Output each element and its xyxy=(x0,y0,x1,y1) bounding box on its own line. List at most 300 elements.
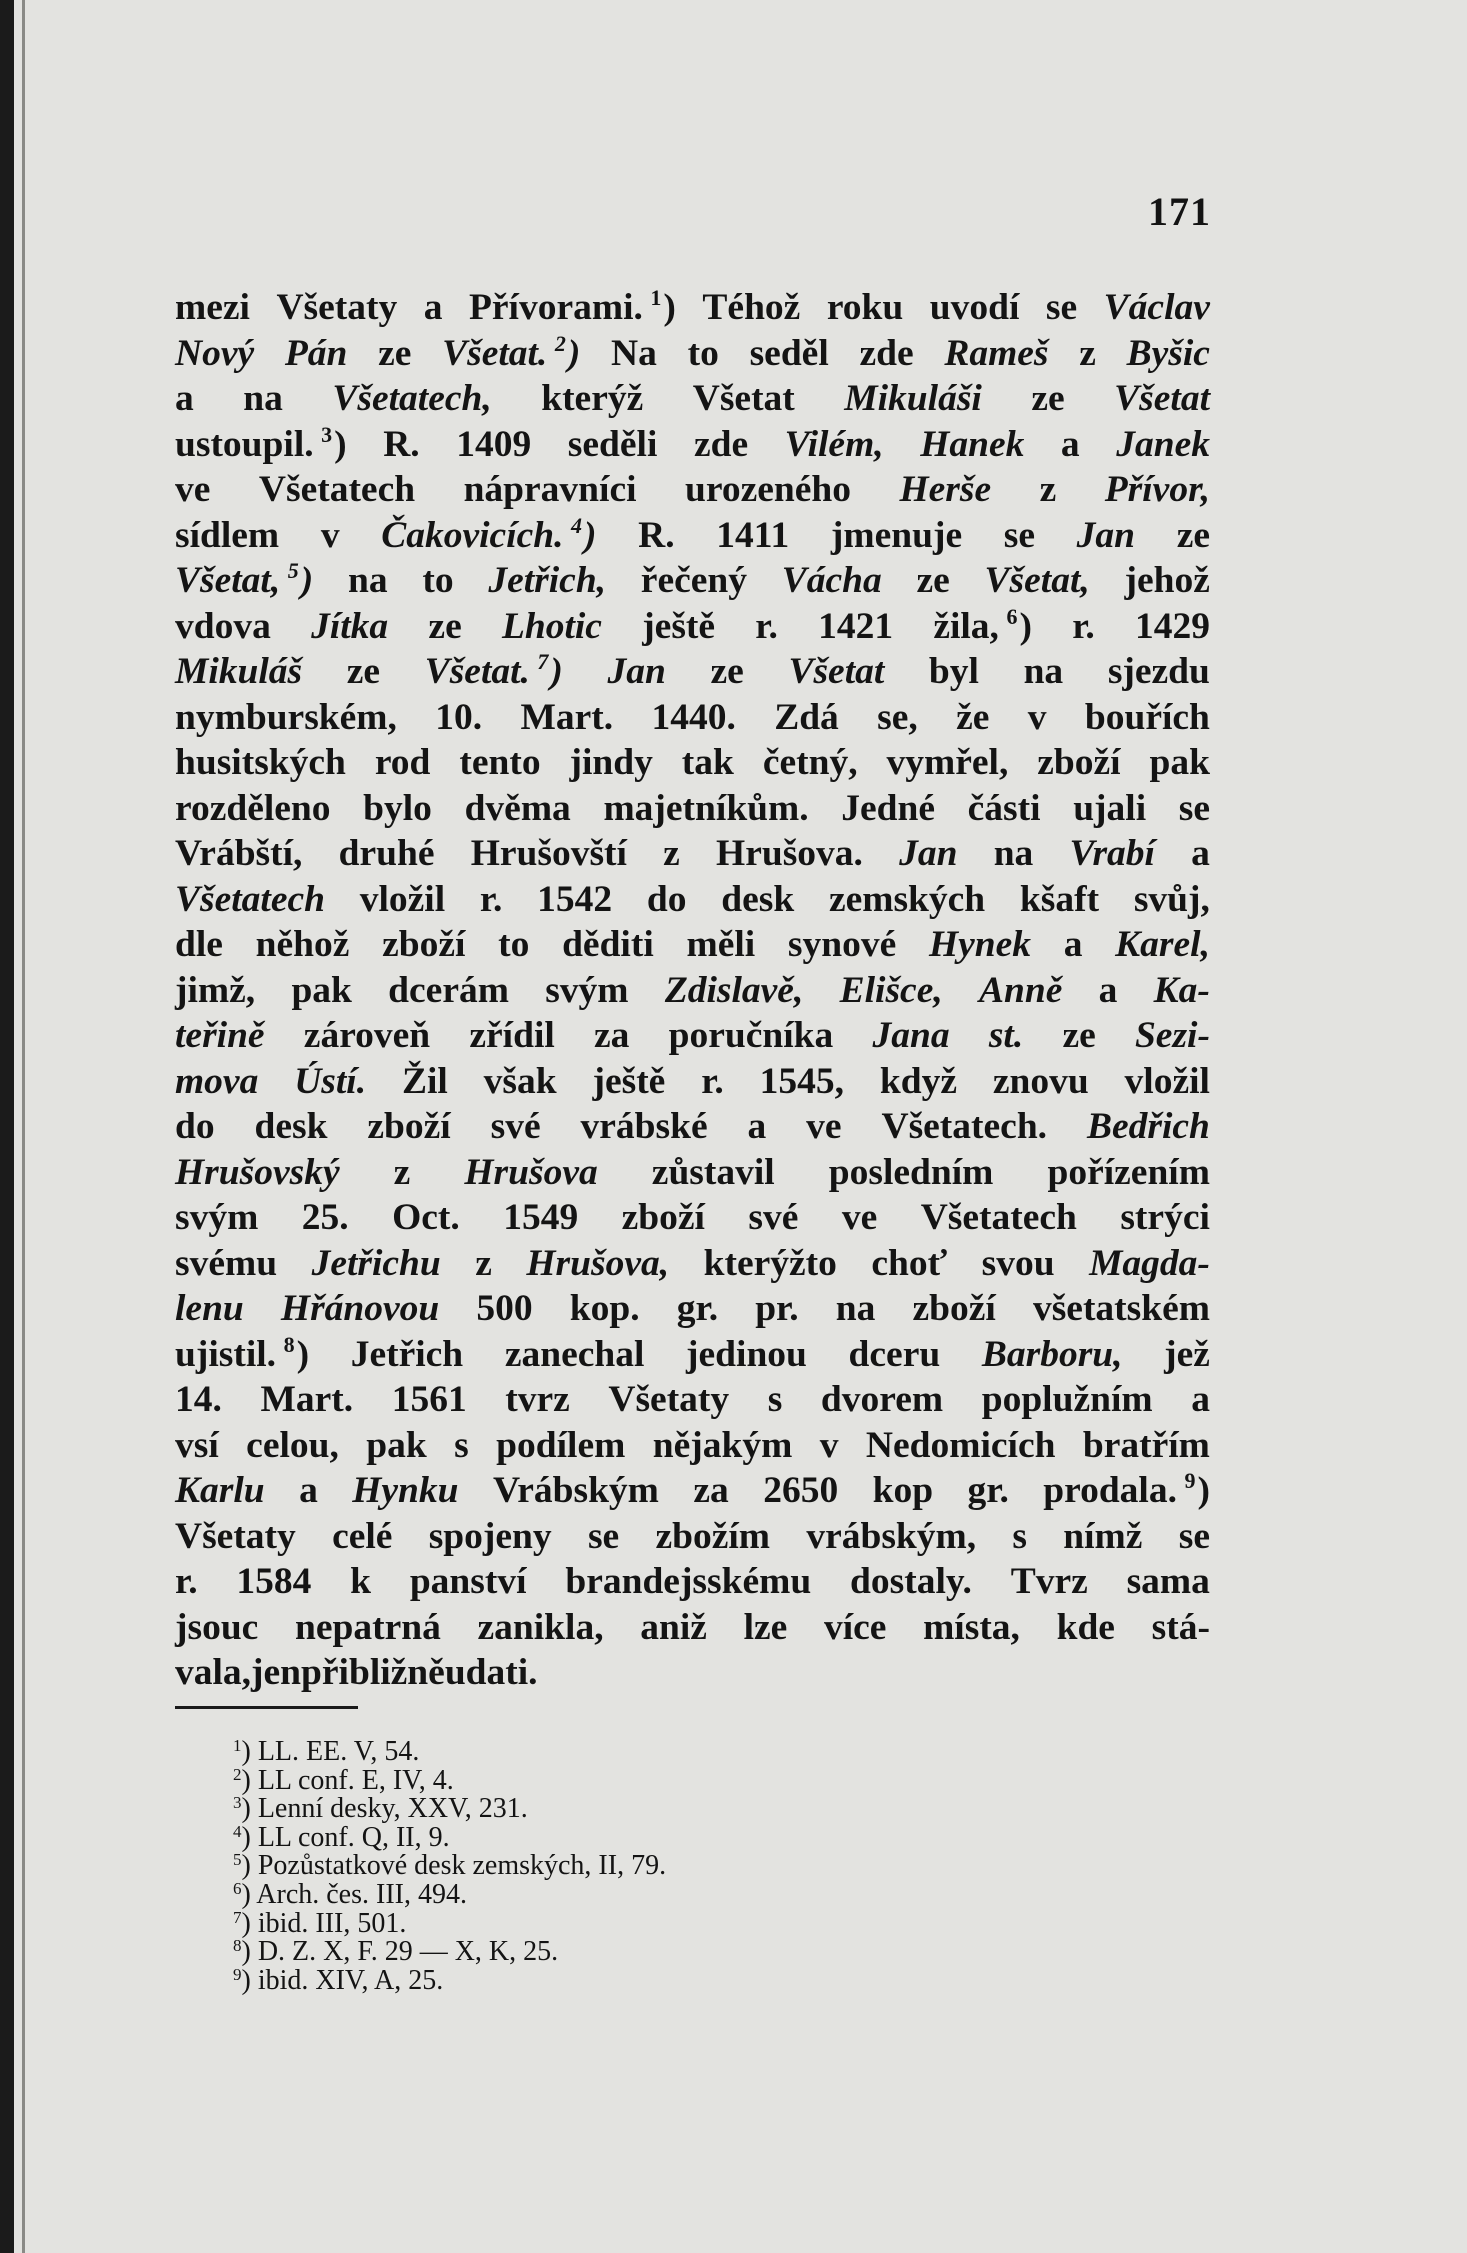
word-text: se xyxy=(1003,514,1036,556)
word xyxy=(1085,695,1210,741)
word-text: zanechal xyxy=(504,1333,645,1375)
word xyxy=(923,1605,1020,1651)
word xyxy=(1077,513,1135,559)
word-text: pak xyxy=(291,969,352,1011)
word-text: Vrábští, xyxy=(175,833,303,874)
word xyxy=(491,1104,541,1150)
word xyxy=(1152,1605,1210,1651)
word-text: strýci xyxy=(1120,1197,1210,1238)
word xyxy=(295,1605,441,1651)
word xyxy=(887,740,1009,786)
word xyxy=(836,1286,876,1332)
word-text: Pán xyxy=(284,332,348,374)
word xyxy=(1134,877,1210,923)
word-text: lze xyxy=(743,1606,788,1648)
word xyxy=(352,1468,458,1514)
word-text: Byšic xyxy=(1126,332,1210,374)
word xyxy=(917,558,950,604)
text-line xyxy=(175,558,1210,604)
word xyxy=(1079,331,1096,377)
word-text: ze xyxy=(378,332,412,374)
word xyxy=(256,922,350,968)
word xyxy=(716,831,863,877)
word xyxy=(175,968,255,1014)
word-text: Jetřich xyxy=(350,1333,464,1375)
word-text: roku xyxy=(826,287,904,328)
word xyxy=(291,968,351,1014)
word xyxy=(1164,1332,1210,1378)
text-line xyxy=(175,695,1210,741)
footnote-ref: 4 xyxy=(571,512,583,538)
word-text: Všetatech, xyxy=(332,378,492,419)
word-text: s xyxy=(454,1424,469,1466)
word xyxy=(956,695,989,741)
word-text: jsouc xyxy=(175,1606,259,1648)
word-text: Jan xyxy=(1076,514,1136,556)
footnote-paren: ) xyxy=(300,560,314,601)
word xyxy=(1057,1605,1115,1651)
word-text: zároveň xyxy=(303,1015,431,1056)
word xyxy=(402,1059,448,1105)
word-text: r. xyxy=(701,1060,724,1102)
word-text: 1549 xyxy=(503,1197,579,1238)
word-text: ze xyxy=(1062,1015,1096,1056)
word-text: a xyxy=(1098,969,1118,1011)
word-text: zboží xyxy=(621,1197,705,1238)
word-text: 1561 xyxy=(391,1379,467,1420)
word-text: desk xyxy=(721,878,795,920)
word-text: sídlem xyxy=(175,514,280,556)
word-text: ze xyxy=(428,605,462,647)
text-line xyxy=(175,786,1210,832)
word xyxy=(1115,922,1210,968)
word-text: ze xyxy=(1176,514,1210,556)
word-text: tak xyxy=(681,742,734,783)
word-text: ze xyxy=(916,560,950,601)
word-text: Jan xyxy=(607,651,666,692)
word xyxy=(1099,968,1118,1014)
word-text: místa, xyxy=(923,1606,1020,1648)
word-text: Hanek xyxy=(920,423,1025,465)
word xyxy=(748,1104,767,1150)
word xyxy=(175,1013,265,1059)
word xyxy=(471,831,627,877)
word xyxy=(1033,1286,1210,1332)
word xyxy=(350,1559,371,1605)
word-text: a xyxy=(747,1106,767,1147)
text-line xyxy=(175,1195,1210,1241)
word-text: z xyxy=(1079,332,1096,374)
footnote-text: LL conf. Q, II, 9. xyxy=(257,1821,450,1853)
word xyxy=(251,1650,301,1696)
word-text: ze xyxy=(346,651,381,692)
footnote-ref: 5 xyxy=(287,558,299,583)
word xyxy=(294,1059,366,1105)
word-text: se xyxy=(1178,1515,1210,1557)
word-text: dceru xyxy=(848,1333,941,1375)
word xyxy=(818,604,893,650)
word xyxy=(694,422,748,468)
word xyxy=(829,1150,994,1196)
word-text: Ka- xyxy=(1153,969,1210,1011)
word xyxy=(881,1104,1047,1150)
word-text: ještě xyxy=(642,605,716,647)
word-text: jehož xyxy=(1124,560,1210,601)
word-text: stá- xyxy=(1151,1606,1210,1648)
word xyxy=(175,285,250,331)
body-text xyxy=(175,285,1210,1696)
word-text: Karlu xyxy=(175,1470,265,1511)
word-text: ze xyxy=(710,651,744,692)
text-line xyxy=(175,1377,1210,1423)
footnote-item xyxy=(233,1907,666,1939)
word-text: gr. xyxy=(676,1288,719,1329)
word-text: Mikuláš xyxy=(175,651,303,692)
word-text: zřídil xyxy=(469,1015,555,1056)
word xyxy=(1031,376,1064,422)
word xyxy=(442,331,580,377)
word-text: Jetřich, xyxy=(488,560,607,601)
word xyxy=(1062,1013,1095,1059)
footnote-mark: 7 xyxy=(233,1907,242,1927)
word xyxy=(806,1104,841,1150)
word xyxy=(175,1059,258,1105)
word xyxy=(873,1468,933,1514)
text-line xyxy=(175,1059,1210,1105)
footnote-ref: 9 xyxy=(1184,1468,1196,1493)
footnote-ref: 6 xyxy=(1006,603,1018,629)
word xyxy=(1120,1195,1210,1241)
footnote-ref: 8 xyxy=(283,1331,295,1357)
word-text: Všetat. xyxy=(424,651,530,692)
word-text: Vrábským xyxy=(492,1470,659,1511)
word-text: seděli xyxy=(567,423,658,465)
word-text: zboží xyxy=(1037,742,1121,783)
footnote-ref: 1 xyxy=(650,285,662,310)
word-text: Všetatech xyxy=(175,878,325,920)
word xyxy=(175,1650,251,1696)
word xyxy=(175,1559,198,1605)
word-text: seděl xyxy=(749,332,829,374)
word xyxy=(760,1059,844,1105)
word-text: 1440. xyxy=(651,696,736,738)
word-text: více xyxy=(823,1606,887,1648)
text-line xyxy=(175,1013,1210,1059)
word xyxy=(1191,831,1210,877)
footnote-mark: 1 xyxy=(233,1736,242,1755)
word xyxy=(933,604,1032,650)
footnote-paren: ) xyxy=(241,1821,258,1853)
word-text: v xyxy=(1027,696,1047,738)
word-text: celou, xyxy=(246,1424,339,1466)
text-line xyxy=(175,376,1210,422)
word xyxy=(435,695,482,741)
word-text: se, xyxy=(877,696,918,738)
word xyxy=(505,1377,570,1423)
word-text: druhé xyxy=(338,833,435,874)
word xyxy=(841,786,935,832)
word-text: dcerám xyxy=(388,969,509,1011)
word-text: brandejsskému xyxy=(565,1561,812,1602)
word xyxy=(456,422,531,468)
word xyxy=(1072,604,1095,650)
word-text: sama xyxy=(1126,1561,1210,1602)
word xyxy=(464,467,637,513)
word xyxy=(979,968,1062,1014)
word xyxy=(568,422,658,468)
text-line xyxy=(175,604,1210,650)
word xyxy=(1012,1514,1027,1560)
word-text: mova xyxy=(175,1060,259,1102)
text-line xyxy=(175,968,1210,1014)
word xyxy=(505,1332,645,1378)
word-text: udati. xyxy=(444,1652,538,1693)
text-line xyxy=(175,740,1210,786)
footnote-paren: ) xyxy=(1019,605,1032,647)
word-text: tento xyxy=(459,742,541,783)
text-line xyxy=(175,831,1210,877)
word xyxy=(866,1423,1056,1469)
word-text: zboží xyxy=(912,1288,996,1329)
word xyxy=(763,740,858,786)
word xyxy=(993,1059,1089,1105)
word xyxy=(311,604,388,650)
word xyxy=(788,922,896,968)
word-text: spojeny xyxy=(428,1515,552,1557)
word-text: Oct. xyxy=(392,1197,460,1238)
word xyxy=(1116,422,1210,468)
text-line xyxy=(175,1286,1210,1332)
word-text: dvorem xyxy=(820,1379,944,1420)
word xyxy=(1104,285,1210,331)
word-text: Hynku xyxy=(352,1470,459,1511)
word-text: Na xyxy=(611,332,657,374)
footnote-mark: 8 xyxy=(233,1936,242,1956)
word xyxy=(478,1605,604,1651)
word-text: Zdá xyxy=(774,696,839,738)
word xyxy=(388,968,509,1014)
word-text: Ústí. xyxy=(294,1060,367,1102)
word-text: k xyxy=(350,1561,372,1602)
word-text: ze xyxy=(1031,378,1065,419)
word xyxy=(175,1423,219,1469)
word-text: Lhotic xyxy=(501,605,602,647)
word-text: bylo xyxy=(363,787,432,829)
word-text: 1542 xyxy=(537,878,613,920)
word xyxy=(488,558,606,604)
word xyxy=(850,1559,972,1605)
footnote-paren: ) xyxy=(241,1964,258,1996)
word-text: nějakým xyxy=(652,1424,793,1466)
footnote-separator xyxy=(175,1706,358,1709)
word xyxy=(652,1150,775,1196)
word-text: Všetaty xyxy=(608,1379,730,1420)
word-text: ještě xyxy=(592,1060,666,1102)
word-text: Herše xyxy=(899,469,992,510)
word xyxy=(711,649,744,695)
word-text: na xyxy=(993,833,1034,874)
word xyxy=(378,331,411,377)
word-text: Všetatech xyxy=(920,1197,1077,1238)
word-text: a xyxy=(175,378,194,419)
word-text: Téhož xyxy=(702,287,801,328)
word xyxy=(175,831,302,877)
word xyxy=(175,1605,258,1651)
word xyxy=(686,922,755,968)
word-text: kterýžto xyxy=(703,1242,837,1284)
footnote-paren: ) xyxy=(550,651,563,692)
word-text: pak xyxy=(366,1424,427,1466)
word-text: 1409 xyxy=(456,423,532,465)
footnote-text: D. Z. X, F. 29 — X, K, 25. xyxy=(257,1936,559,1968)
word xyxy=(464,1150,597,1196)
word-text: v xyxy=(320,514,340,556)
word xyxy=(259,467,415,513)
word xyxy=(175,786,331,832)
word xyxy=(570,1286,640,1332)
word-text: svůj, xyxy=(1133,878,1210,920)
word-text: z xyxy=(663,833,680,874)
word xyxy=(880,1059,957,1105)
word xyxy=(392,1377,467,1423)
word-text: v xyxy=(819,1424,839,1466)
word xyxy=(1064,922,1083,968)
word xyxy=(693,376,795,422)
word-text: nymburském, xyxy=(175,696,397,738)
word xyxy=(744,1605,788,1651)
word xyxy=(410,1559,527,1605)
word-text: Jetřichu xyxy=(311,1242,441,1284)
word xyxy=(677,1286,718,1332)
word-text: to xyxy=(498,924,530,965)
word xyxy=(175,376,194,422)
word xyxy=(348,558,388,604)
word xyxy=(985,558,1090,604)
text-line xyxy=(175,877,1210,923)
footnote-item xyxy=(233,1821,666,1853)
word-text: nápravníci xyxy=(463,469,637,510)
word xyxy=(175,513,279,559)
footnote-text: Arch. čes. III, 494. xyxy=(256,1878,467,1910)
word-text: svým xyxy=(545,969,629,1011)
word-text: ujistil. xyxy=(175,1333,277,1375)
word xyxy=(1083,1423,1210,1469)
word xyxy=(381,513,596,559)
word-text: Hrušova. xyxy=(716,833,863,874)
text-line xyxy=(175,1104,1210,1150)
word xyxy=(332,1514,392,1560)
word-text: Bedřich xyxy=(1086,1106,1210,1147)
word-text: svým xyxy=(175,1197,259,1238)
word-text: na xyxy=(243,378,283,419)
footnote-text: ibid. XIV, A, 25. xyxy=(257,1964,444,1996)
word-text: r. xyxy=(479,878,503,920)
word-text: gr. xyxy=(967,1470,1009,1511)
word xyxy=(647,877,687,923)
footnote-paren: ) xyxy=(241,1793,258,1825)
word xyxy=(929,649,979,695)
word xyxy=(363,786,432,832)
word-text: husitských xyxy=(175,742,346,783)
word-text: četný, xyxy=(762,742,858,783)
word xyxy=(1135,604,1210,650)
word xyxy=(175,1195,258,1241)
word-text: vymřel, xyxy=(886,742,1009,783)
word-text: a xyxy=(423,287,443,328)
word xyxy=(493,1468,659,1514)
word-text: panství xyxy=(409,1561,527,1602)
word xyxy=(175,1332,309,1378)
word-text: kop xyxy=(872,1470,934,1511)
word-text: ujali xyxy=(1073,787,1147,829)
word-text: Všetatech xyxy=(258,469,416,510)
footnote-mark: 5 xyxy=(233,1850,242,1870)
word xyxy=(302,1195,349,1241)
footnote-ref: 2 xyxy=(554,330,566,356)
word-text: přibližně xyxy=(301,1652,445,1693)
word xyxy=(1073,786,1146,832)
word-text: Vácha xyxy=(781,560,882,601)
word-text: vdova xyxy=(175,605,271,647)
word-text: a xyxy=(1191,1379,1210,1420)
word xyxy=(366,1423,426,1469)
word-text: podílem xyxy=(496,1424,626,1466)
word xyxy=(768,1377,783,1423)
word xyxy=(382,922,465,968)
word-text: za xyxy=(594,1015,630,1056)
word xyxy=(685,467,851,513)
word-text: když xyxy=(879,1060,957,1102)
word xyxy=(641,558,747,604)
footnote-paren: ) xyxy=(584,514,597,556)
word xyxy=(611,331,657,377)
word-text: části xyxy=(967,787,1041,829)
word xyxy=(774,695,839,741)
word-text: vsí xyxy=(175,1424,219,1466)
word xyxy=(755,1286,798,1332)
word xyxy=(665,968,804,1014)
word-text: vložil xyxy=(359,878,446,920)
footnote-text: Pozůstatkové desk zemských, II, 79. xyxy=(257,1850,667,1882)
word-text: Všetatech. xyxy=(881,1106,1048,1147)
word xyxy=(351,1332,463,1378)
word-text: 1545, xyxy=(759,1060,844,1102)
word-text: řečený xyxy=(640,560,747,601)
word-text: nímž xyxy=(1063,1515,1143,1557)
word-text: 10. xyxy=(435,696,483,738)
footnote-paren: ) xyxy=(241,1850,258,1882)
word xyxy=(651,695,735,741)
word xyxy=(994,831,1034,877)
word xyxy=(755,604,778,650)
word-text: a xyxy=(1063,924,1083,965)
word-text: byl xyxy=(928,651,979,692)
word-text: r. xyxy=(175,1561,198,1602)
word-text: Elišce, xyxy=(839,969,943,1011)
word xyxy=(1179,786,1210,832)
word-text: žila, xyxy=(933,605,999,647)
word-text: své xyxy=(490,1106,541,1147)
word xyxy=(655,1514,770,1560)
word xyxy=(840,968,943,1014)
word-text: celé xyxy=(332,1515,393,1557)
word xyxy=(716,513,789,559)
word-text: kšaft xyxy=(1019,878,1100,920)
word-text: svou xyxy=(981,1242,1055,1284)
word-text: posledním xyxy=(828,1151,994,1193)
footnote-paren: ) xyxy=(334,423,347,465)
word xyxy=(701,1059,724,1105)
